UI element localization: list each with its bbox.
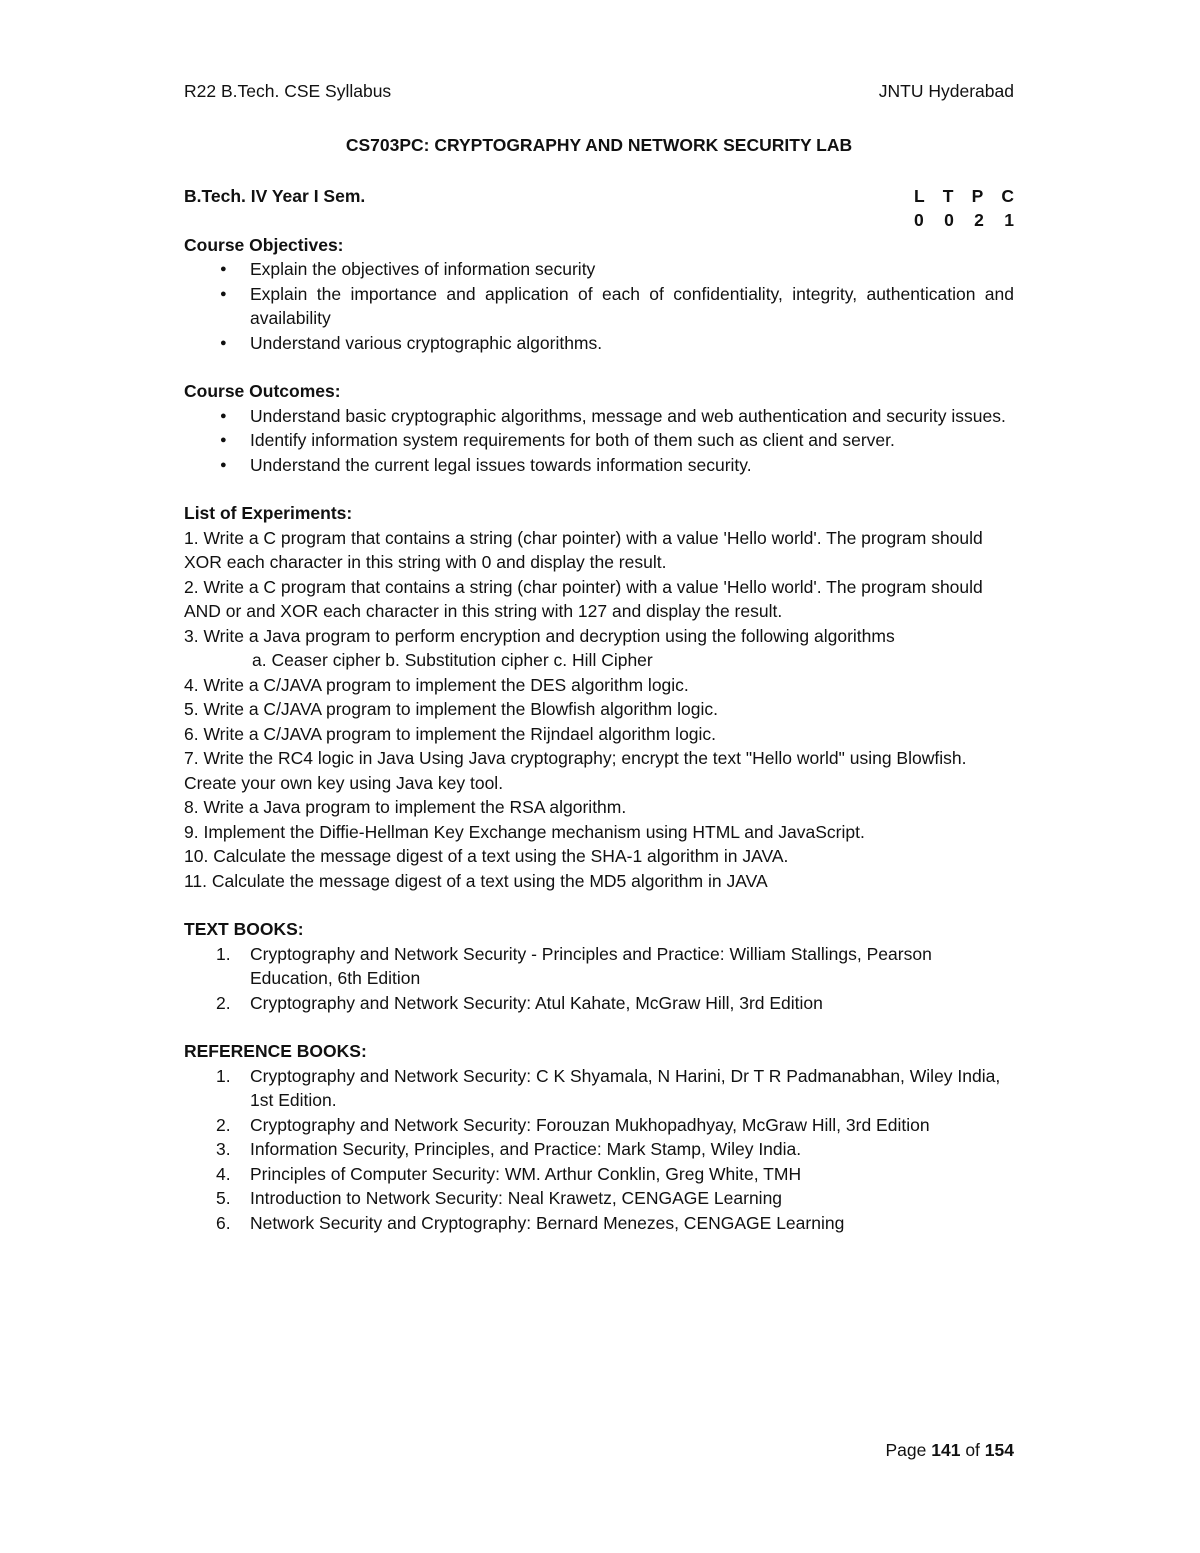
ltpc-values bbox=[914, 208, 1014, 233]
experiments-heading: List of Experiments: bbox=[184, 503, 353, 523]
item-number: 5. bbox=[216, 1188, 231, 1208]
item-text: Cryptography and Network Security: C K Shyamala, N Harini, Dr T R Padmanabhan, Wiley India, 1st Edition. bbox=[250, 1065, 1001, 1110]
semester-row bbox=[184, 184, 1014, 233]
experiments-list bbox=[184, 526, 1014, 894]
item-text: Principles of Computer Security: WM. Arthur Conklin, Greg White, TMH bbox=[250, 1163, 802, 1184]
objectives-heading: Course Objectives: bbox=[184, 234, 344, 255]
experiment-item: 5. Write a C/JAVA program to implement the Blowfish algorithm logic. bbox=[184, 699, 718, 719]
list-item bbox=[184, 1113, 1014, 1138]
page-label: Page bbox=[885, 1440, 927, 1460]
item-number: 3. bbox=[216, 1139, 231, 1159]
ltpc-value: 1 bbox=[1004, 210, 1014, 230]
references-heading: REFERENCE BOOKS: bbox=[184, 1041, 367, 1061]
ltpc-value: 0 bbox=[944, 210, 954, 230]
item-text: Cryptography and Network Security: Atul Kahate, McGraw Hill, 3rd Edition bbox=[250, 992, 823, 1013]
textbooks-list bbox=[184, 942, 1014, 1016]
page-header bbox=[184, 79, 1014, 105]
ltpc-label: C bbox=[1001, 185, 1014, 206]
header-left: R22 B.Tech. CSE Syllabus bbox=[184, 81, 392, 101]
page-footer bbox=[184, 1438, 1014, 1463]
item-text: Cryptography and Network Security: Forouzan Mukhopadhyay, McGraw Hill, 3rd Edition bbox=[250, 1114, 930, 1135]
item-number: 1. bbox=[216, 943, 231, 964]
item-number: 6. bbox=[216, 1212, 231, 1233]
experiment-item: 2. Write a C program that contains a string (char pointer) with a value 'Hello world'. The program should AND or and XOR each character in this string with 127 and display the result. bbox=[184, 576, 983, 621]
experiment-item: 4. Write a C/JAVA program to implement the DES algorithm logic. bbox=[184, 674, 689, 695]
experiment-item: 11. Calculate the message digest of a text using the MD5 algorithm in JAVA bbox=[184, 870, 768, 891]
of-label: of bbox=[965, 1440, 980, 1460]
list-item bbox=[184, 991, 1014, 1016]
page-title: CS703PC: CRYPTOGRAPHY AND NETWORK SECURITY LAB bbox=[345, 135, 853, 155]
experiment-subitem: a. Ceaser cipher b. Substitution cipher c. Hill Cipher bbox=[252, 650, 653, 670]
list-item: ● Understand basic cryptographic algorithms, message and web authentication and security issues. bbox=[184, 404, 1014, 429]
experiment-item: 10. Calculate the message digest of a text using the SHA-1 algorithm in JAVA. bbox=[184, 846, 789, 866]
syllabus-page bbox=[184, 79, 1014, 1235]
experiment-item: 9. Implement the Diffie-Hellman Key Exchange mechanism using HTML and JavaScript. bbox=[184, 821, 865, 842]
outcomes-list bbox=[184, 404, 1014, 478]
item-text: Introduction to Network Security: Neal Krawetz, CENGAGE Learning bbox=[250, 1188, 783, 1208]
item-number: 1. bbox=[216, 1065, 231, 1086]
experiment-item: 7. Write the RC4 logic in Java Using Java cryptography; encrypt the text "Hello world" using Blowfish. Create your own key using Java key tool. bbox=[184, 748, 967, 793]
semester-label: B.Tech. IV Year I Sem. bbox=[184, 185, 366, 206]
experiment-item: 8. Write a Java program to implement the RSA algorithm. bbox=[184, 797, 627, 817]
objectives-list bbox=[184, 257, 1014, 355]
list-item: ● Identify information system requirements for both of them such as client and server. bbox=[184, 428, 1014, 453]
item-text: Cryptography and Network Security - Principles and Practice: William Stallings, Pearson Education, 6th Edition bbox=[250, 943, 932, 988]
list-item bbox=[184, 942, 1014, 991]
list-item: ● Understand various cryptographic algorithms. bbox=[184, 331, 1014, 356]
list-item bbox=[184, 1137, 1014, 1162]
page-number: 141 bbox=[931, 1440, 961, 1460]
list-item: ● Understand the current legal issues towards information security. bbox=[184, 453, 1014, 478]
experiment-item: 6. Write a C/JAVA program to implement the Rijndael algorithm logic. bbox=[184, 723, 717, 744]
list-item bbox=[184, 1211, 1014, 1236]
ltpc-value: 0 bbox=[914, 210, 924, 230]
header-right: JNTU Hyderabad bbox=[878, 81, 1014, 101]
outcomes-heading: Course Outcomes: bbox=[184, 381, 341, 401]
item-number: 4. bbox=[216, 1163, 231, 1184]
ltpc-labels bbox=[914, 184, 1014, 209]
list-item: ● Explain the objectives of information security bbox=[184, 257, 1014, 282]
ltpc-value: 2 bbox=[974, 210, 984, 230]
item-text: Information Security, Principles, and Practice: Mark Stamp, Wiley India. bbox=[250, 1139, 802, 1159]
list-item: ● Explain the importance and application of each of confidentiality, integrity, authentication and availability bbox=[184, 282, 1014, 331]
ltpc-label: L bbox=[914, 185, 925, 206]
experiment-item: 3. Write a Java program to perform encryption and decryption using the following algorithms bbox=[184, 625, 895, 646]
list-item bbox=[184, 1186, 1014, 1211]
textbooks-heading: TEXT BOOKS: bbox=[184, 919, 304, 939]
references-list bbox=[184, 1064, 1014, 1236]
item-number: 2. bbox=[216, 992, 231, 1013]
ltpc-label: P bbox=[971, 185, 984, 206]
list-item bbox=[184, 1064, 1014, 1113]
item-text: Network Security and Cryptography: Bernard Menezes, CENGAGE Learning bbox=[250, 1212, 845, 1233]
total-pages: 154 bbox=[984, 1440, 1014, 1460]
ltpc-table bbox=[914, 184, 1014, 233]
ltpc-label: T bbox=[942, 185, 954, 206]
list-item bbox=[184, 1162, 1014, 1187]
experiment-item: 1. Write a C program that contains a string (char pointer) with a value 'Hello world'. The program should XOR each character in this string with 0 and display the result. bbox=[184, 527, 983, 572]
item-number: 2. bbox=[216, 1114, 231, 1135]
